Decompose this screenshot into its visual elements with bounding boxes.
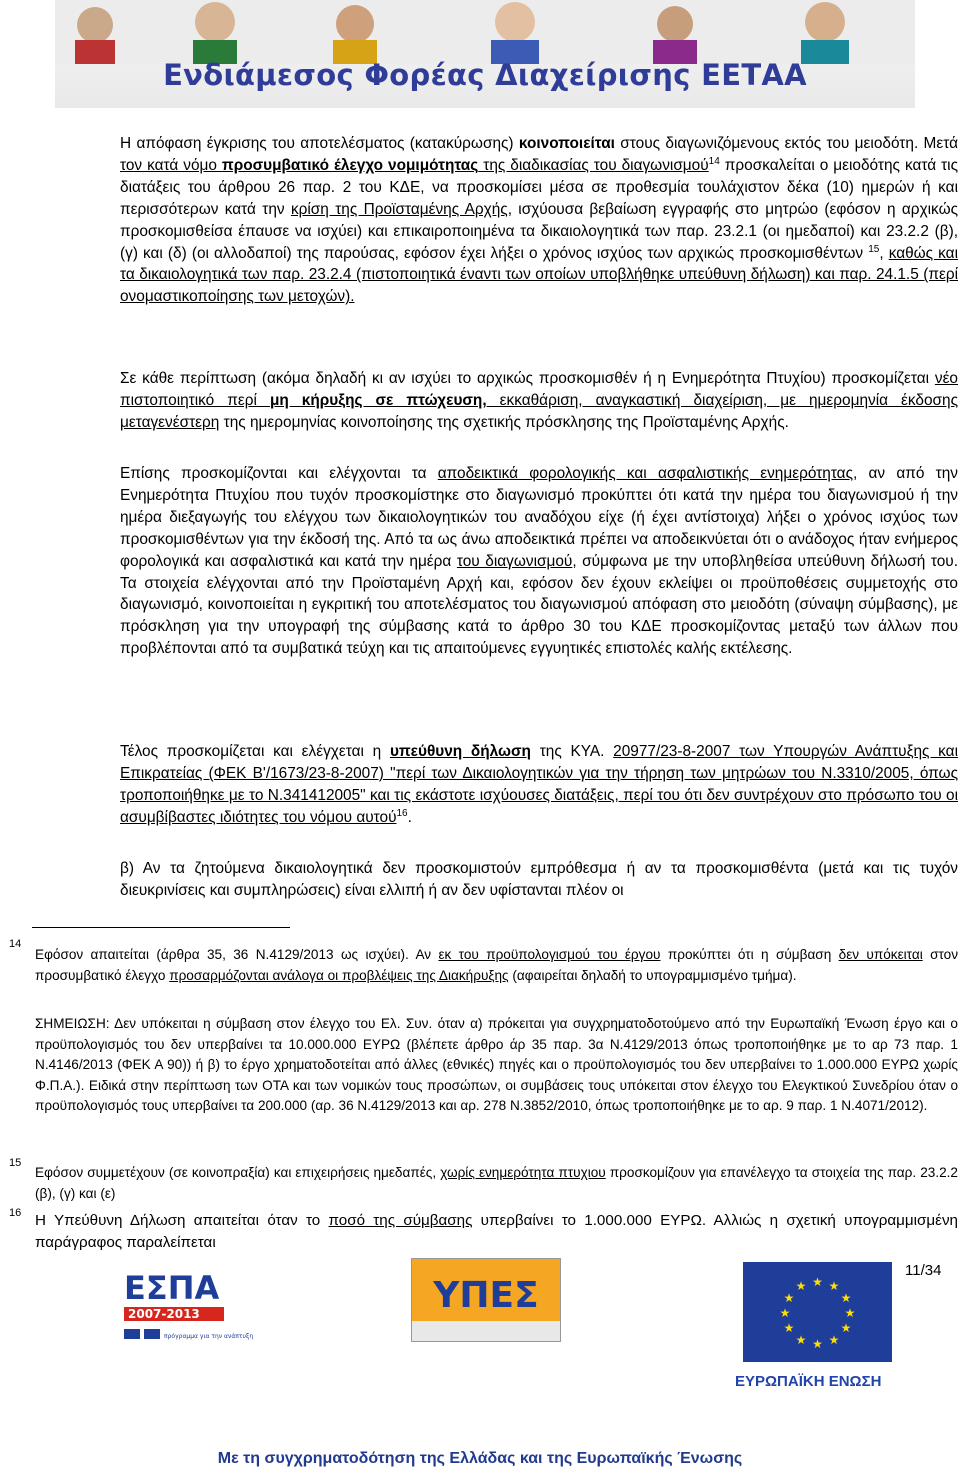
eu-flag-logo: [743, 1262, 892, 1362]
paragraph-text: β) Αν τα ζητούμενα δικαιολογητικά δεν προσκομιστούν εμπρόθεσμα ή αν τα προσκομισθέντα (μετά και τις τυχόν διευκρινίσεις και συμπληρώσεις) είναι ελλιπή ή αν δεν υφίστανται πλέον οι: [120, 860, 958, 899]
text: ,: [879, 244, 889, 262]
cofinancing-footer: Με τη συγχρηματοδότηση της Ελλάδας και της Ευρωπαϊκής Ένωσης: [217, 1450, 743, 1467]
espa-logo-graphic: [120, 1267, 254, 1367]
text: της ΚΥΑ.: [530, 743, 614, 760]
text-underlined: εκκαθάριση, αναγκαστική διαχείριση, με ημερομηνία έκδοσης μεταγενέστερη: [120, 391, 959, 431]
footnote-number-16: 16: [9, 1207, 22, 1219]
svg-text:★: ★: [795, 1333, 807, 1347]
text-underlined: αποδεικτικά φορολογικής και ασφαλιστικής ενημερότητας: [437, 465, 853, 482]
text-underlined-bold: υπεύθυνη δήλωση: [389, 743, 531, 760]
text: στον προσυμβατικό έλεγχο: [35, 947, 959, 983]
svg-text:★: ★: [783, 1291, 795, 1305]
svg-text:★: ★: [828, 1279, 840, 1293]
page-number: 11/34: [905, 1262, 942, 1279]
text: προσκομίζουν για επανέλεγχο τα στοιχεία της παρ. 23.2.2 (β), (γ) και (ε): [35, 1165, 958, 1201]
text-underlined-bold: προσυμβατικό έλεγχο νομιμότητας: [221, 156, 479, 174]
text: , ισχύουσα βεβαίωση εγγραφής στο μητρώο (εφόσον η αρχικώς προσκομισθείσα έπαυσε να ισχύει) και επικαιροποιημένα τα δικαιολογητικά των παρ. 23.2.1 (οι ημεδαποί) και 23.2.2 (β), (γ) και (δ) (οι αλλοδαποί) της παρούσας, εφόσον έχει λήξει ο χρόνος ισχύος των αρχικώς προσκομισθέντων: [120, 200, 959, 262]
text: Η απόφαση έγκρισης του αποτελέσματος (κατακύρωσης): [120, 135, 519, 152]
footnote-14: [35, 945, 958, 986]
eu-flag-icon: [144, 1329, 160, 1339]
footnote-ref-14: 14: [708, 155, 720, 167]
text-underlined: του διαγωνισμού: [456, 552, 573, 570]
ypes-text: ΥΠΕΣ: [433, 1275, 539, 1316]
text: της ημερομηνίας κοινοποίησης της σχετικής πρόσκλησης της Προϊσταμένης Αρχής.: [219, 413, 789, 431]
text: , αν από την Ενημερότητα Πτυχίου που τυχόν προσκομίστηκε στο διαγωνισμό προκύπτει ότι κατά την ημέρα του διαγωνισμού ή την ημέρα διεξαγωγής του ελέγχου των δικαιολογητικών του αναδόχου είχε (ή έχει αντίστοιχα) λήξει ο χρόνος ισχύος των προσκομισθέντων για την έκδοσή της. Από τα ως άνω αποδεικτικά πρέπει να αποδεικνύεται ότι ο ανάδοχος ήταν ενήμερος φορολογικά και ασφαλιστικά και κατά την ημέρα: [120, 465, 958, 570]
text: , σύμφωνα με την υποβληθείσα υπεύθυνη δήλωσή του. Τα στοιχεία ελέγχονται από την Προϊσταμένη Αρχή και, εφόσον δεν έχουν εκλείψει οι προϋποθέσεις συμμετοχής στο διαγωνισμό, κοινοποιείται η εγκριτική του αποτελέσματος του διαγωνισμού απόφαση στο μειοδότη (σύναψη σύμβασης), με πρόσκληση για την υπογραφή της σύμβασης κατά το άρθρο 30 του ΚΔΕ προσκομίζοντας μεταξύ των άλλων που προβλέπονται από τα συμβατικά τεύχη και τις απαιτούμενες εγγυητικές επιστολές καλής εκτέλεσης.: [120, 552, 958, 658]
text-underlined: 20977/23-8-2007 των Υπουργών Ανάπτυξης και Επικρατείας (ΦΕΚ Β'/1673/23-8-2007) "περί των Δικαιολογητικών για την τήρηση των μητρώων του Ν.3310/2005, όπως τροποποιήθηκε με το Ν.341412005" και τις εκάστοτε ισχύουσες διατάξεις, περί του ότι δεν συντρέχουν στο πρόσωπο του οι ασυμβίβαστες ιδιότητες του νόμου αυτού: [120, 743, 959, 826]
svg-text:★: ★: [812, 1275, 823, 1289]
espa-text: ΕΣΠΑ: [124, 1269, 220, 1307]
espa-logo: [120, 1267, 254, 1367]
text-underlined: καθώς και τα δικαιολογητικά των παρ. 23.2.4 (πιστοποιητικά έναντι των οποίων υποβλήθηκε υπεύθυνη δήλωση) και παρ. 24.1.5 (περί ονομαστικοποίησης των μετοχών).: [120, 244, 958, 306]
text-bold: κοινοποιείται: [518, 135, 615, 152]
text: Σε κάθε περίπτωση (ακόμα δηλαδή κι αν ισχύει το αρχικώς προσκομισθέν ή η Ενημερότητα Πτυχίου) προσκομίζεται: [120, 370, 935, 387]
paragraph-4: [120, 741, 958, 829]
footnote-16: [35, 1210, 958, 1254]
svg-text:★: ★: [779, 1306, 791, 1320]
text: προσκαλείται ο μειοδότης κατά τις διατάξεις του άρθρου 26 παρ. 2 του ΚΔΕ, να προσκομίσει μέσα σε προθεσμία τουλάχιστον δέκα (10) ημερών ή και περισσότερων κατά την: [120, 156, 959, 218]
paragraph-3: [120, 463, 958, 660]
ypes-logo-graphic: [412, 1259, 560, 1341]
footnote-ref-15: 15: [868, 243, 880, 255]
text-underlined: ποσό της σύμβασης: [328, 1212, 473, 1229]
text-underlined: προσαρμόζονται ανάλογα οι προβλέψεις της Διακήρυξης: [169, 967, 509, 983]
paragraph-2: [120, 368, 958, 434]
text: (αφαιρείται δηλαδή το υπογραμμισμένο τμήμα).: [508, 967, 797, 983]
eu-stars-icon: [743, 1262, 892, 1362]
ypes-logo: [411, 1258, 561, 1342]
text-underlined: κρίση της Προϊσταμένης Αρχής: [290, 200, 508, 218]
people-photo-strip: [55, 0, 915, 64]
text-underlined: εκ του προϋπολογισμού του έργου: [438, 947, 661, 962]
svg-text:★: ★: [812, 1337, 823, 1351]
text: Η Υπεύθυνη Δήλωση απαιτείται όταν το: [35, 1212, 329, 1229]
text-underlined: τον κατά νόμο: [120, 156, 222, 174]
svg-text:★: ★: [844, 1306, 856, 1320]
header-banner: [55, 0, 915, 108]
svg-text:★: ★: [840, 1321, 852, 1335]
paragraph-1: [120, 133, 958, 308]
text-underlined: χωρίς ενημερότητα πτυχιου: [440, 1165, 606, 1180]
eu-label: ΕΥΡΩΠΑΪΚΗ ΕΝΩΣΗ: [735, 1373, 882, 1390]
banner-title: Ενδιάμεσος Φορέας Διαχείρισης ΕΕΤΑΑ: [163, 58, 807, 92]
text: Τέλος προσκομίζεται και ελέγχεται η: [120, 743, 390, 760]
svg-text:★: ★: [828, 1333, 840, 1347]
footnote-ref-16: 16: [396, 807, 408, 819]
svg-text:★: ★: [840, 1291, 852, 1305]
text: .: [407, 808, 412, 826]
text: Εφόσον συμμετέχουν (σε κοινοπραξία) και επιχειρήσεις ημεδαπές,: [35, 1165, 441, 1180]
svg-text:★: ★: [783, 1321, 795, 1335]
footnote-14-note: ΣΗΜΕΙΩΣΗ: Δεν υπόκειται η σύμβαση στον έλεγχο του Ελ. Συν. όταν α) πρόκειται για συγχρηματοδοτούμενο από την Ευρωπαϊκή Ένωση έργο και ο προϋπολογισμός του δεν υπερβαίνει τα 10.000.000 ΕΥΡΩ (βλέπετε άρθρο άρ 35 παρ. 3α Ν.4129/2013 όπως τροποποιήθηκε με το αρ 73 παρ. 1 Ν.4146/2013 (ΦΕΚ Α 90)) ή β) το έργο χρηματοδοτείται από άλλες (εθνικές) πηγές και ο προϋπολογισμός του δεν υπερβαίνει το 1.000.000 ΕΥΡΩ χωρίς Φ.Π.Α.). Ειδικά στην περίπτωση των ΟΤΑ και των νομικών τους προσώπων, οι συμβάσεις τους υπόκειται στον έλεγχο του Ελεγκτικού Συνεδρίου όταν ο προϋπολογισμός τους υπερβαίνει τα 200.000 (αρ. 36 Ν.4129/2013 και αρ. 278 Ν.3852/2010, όπως τροποποιήθηκε με το αρ. 9 παρ. 1 Ν.4071/2012).: [35, 1016, 958, 1114]
text: προκύπτει ότι η σύμβαση: [660, 947, 839, 962]
footnote-number-15: 15: [9, 1157, 22, 1169]
espa-subtitle: πρόγραμμα για την ανάπτυξη: [164, 1333, 254, 1340]
text: Επίσης προσκομίζονται και ελέγχονται τα: [120, 465, 438, 482]
text: υπερβαίνει το 1.000.000 ΕΥΡΩ. Αλλιώς η σχετική υπογραμμισμένη παράγραφος παραλείπεται: [35, 1212, 958, 1251]
text: Εφόσον απαιτείται (άρθρα 35, 36 Ν.4129/2013 ως ισχύει). Αν: [35, 947, 439, 962]
footnote-separator: [32, 927, 290, 928]
paragraph-5: [120, 858, 958, 902]
text-underlined-bold: μη κήρυξης σε πτώχευση,: [269, 391, 487, 409]
text-underlined: της διαδικασίας του διαγωνισμού: [478, 156, 709, 174]
footnote-number-14: 14: [9, 938, 22, 950]
greek-flag-icon: [124, 1329, 140, 1339]
espa-years: 2007-2013: [128, 1307, 200, 1321]
text-underlined: δεν υπόκειται: [838, 947, 923, 962]
footnote-15: [35, 1163, 958, 1204]
svg-text:★: ★: [795, 1279, 807, 1293]
text: στους διαγωνιζόμενους εκτός του μειοδότη. Μετά: [614, 135, 958, 152]
text-underlined: νέο πιστοποιητικό περί: [120, 370, 958, 409]
